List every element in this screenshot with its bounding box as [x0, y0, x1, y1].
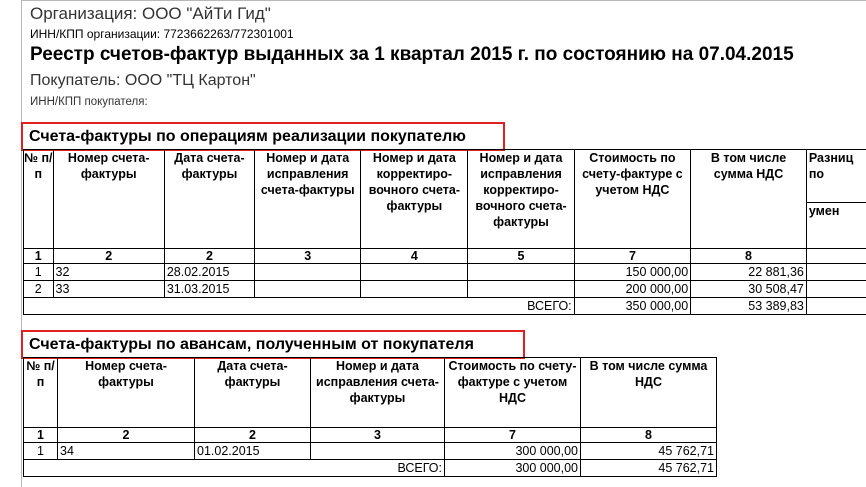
col-number: 2 [53, 249, 164, 264]
header-correction: Номер и дата исправления счета-фактуры [255, 150, 361, 249]
col-number: 2 [58, 428, 195, 443]
empty-cell [468, 264, 574, 281]
total-label: ВСЕГО: [24, 460, 445, 477]
col-number: 4 [361, 249, 468, 264]
header-amount: Стоимость по счету-фактуре с учетом НДС [574, 150, 691, 249]
invoice-number: 33 [53, 281, 164, 298]
invoice-vat: 30 508,47 [691, 281, 807, 298]
buyer-inn: ИНН/КПП покупателя: [30, 96, 148, 108]
section-advances-title: Счета-фактуры по авансам, полученным от покупателя [21, 330, 525, 359]
empty-cell [361, 264, 468, 281]
total-vat: 53 389,83 [691, 298, 807, 315]
empty-cell [255, 281, 361, 298]
row-index: 1 [24, 443, 58, 460]
col-number: 7 [574, 249, 691, 264]
header-adjustment-correction: Номер и дата исправления корректиро-вочного счета-фактуры [468, 150, 574, 249]
invoice-vat: 22 881,36 [691, 264, 807, 281]
header-vat: В том числе сумма НДС [691, 150, 807, 249]
section-sales-title: Счета-фактуры по операциям реализации покупателю [21, 122, 505, 151]
row-index: 1 [24, 264, 54, 281]
invoice-amount: 300 000,00 [445, 443, 581, 460]
total-amount: 350 000,00 [574, 298, 691, 315]
empty-cell [255, 264, 361, 281]
organization-inn: ИНН/КПП организации: 7723662263/772301001 [30, 27, 294, 41]
col-number-empty [806, 249, 866, 264]
col-number: 3 [255, 249, 361, 264]
col-number: 8 [691, 249, 807, 264]
header-adjustment: Номер и дата корректиро-вочного счета-фактуры [361, 150, 468, 249]
col-number: 8 [581, 428, 717, 443]
header-vat: В том числе сумма НДС [581, 358, 717, 428]
table-row [24, 443, 717, 460]
col-number: 7 [445, 428, 581, 443]
empty-cell [311, 443, 445, 460]
table-row [24, 264, 866, 281]
header-decrease: умен [806, 203, 866, 249]
total-row [24, 298, 866, 315]
header-row-number: № п/п [24, 358, 58, 428]
total-vat: 45 762,71 [581, 460, 717, 477]
table-row [24, 281, 866, 298]
advance-invoices-table [23, 357, 717, 477]
header-amount: Стоимость по счету-фактуре с учетом НДС [445, 358, 581, 428]
empty-cell [806, 281, 866, 298]
invoice-date: 01.02.2015 [195, 443, 311, 460]
header-correction: Номер и дата исправления счета-фактуры [311, 358, 445, 428]
header-invoice-number: Номер счета-фактуры [53, 150, 164, 249]
invoice-amount: 150 000,00 [574, 264, 691, 281]
header-invoice-date: Дата счета-фактуры [195, 358, 311, 428]
col-number: 1 [24, 428, 58, 443]
page-title: Реестр счетов-фактур выданных за 1 квартал 2015 г. по состоянию на 07.04.2015 [30, 44, 794, 66]
header-difference: Разниц по [806, 150, 866, 203]
organization-line: Организация: ООО "АйТи Гид" [30, 4, 271, 24]
header-row-number: № п/п [24, 150, 54, 249]
invoice-vat: 45 762,71 [581, 443, 717, 460]
col-number: 5 [468, 249, 574, 264]
header-invoice-number: Номер счета-фактуры [58, 358, 195, 428]
invoice-number: 32 [53, 264, 164, 281]
invoice-amount: 200 000,00 [574, 281, 691, 298]
total-row [24, 460, 717, 477]
empty-cell [806, 264, 866, 281]
total-label: ВСЕГО: [24, 298, 575, 315]
row-index: 2 [24, 281, 54, 298]
header-invoice-date: Дата счета-фактуры [164, 150, 254, 249]
col-number: 2 [195, 428, 311, 443]
total-amount: 300 000,00 [445, 460, 581, 477]
empty-cell [361, 281, 468, 298]
col-number: 3 [311, 428, 445, 443]
invoice-date: 31.03.2015 [164, 281, 254, 298]
empty-cell [468, 281, 574, 298]
buyer-line: Покупатель: ООО "ТЦ Картон" [30, 72, 256, 90]
invoice-number: 34 [58, 443, 195, 460]
invoice-date: 28.02.2015 [164, 264, 254, 281]
col-number: 2 [164, 249, 254, 264]
sales-invoices-table [23, 149, 866, 315]
col-number: 1 [24, 249, 54, 264]
empty-cell [806, 298, 866, 315]
